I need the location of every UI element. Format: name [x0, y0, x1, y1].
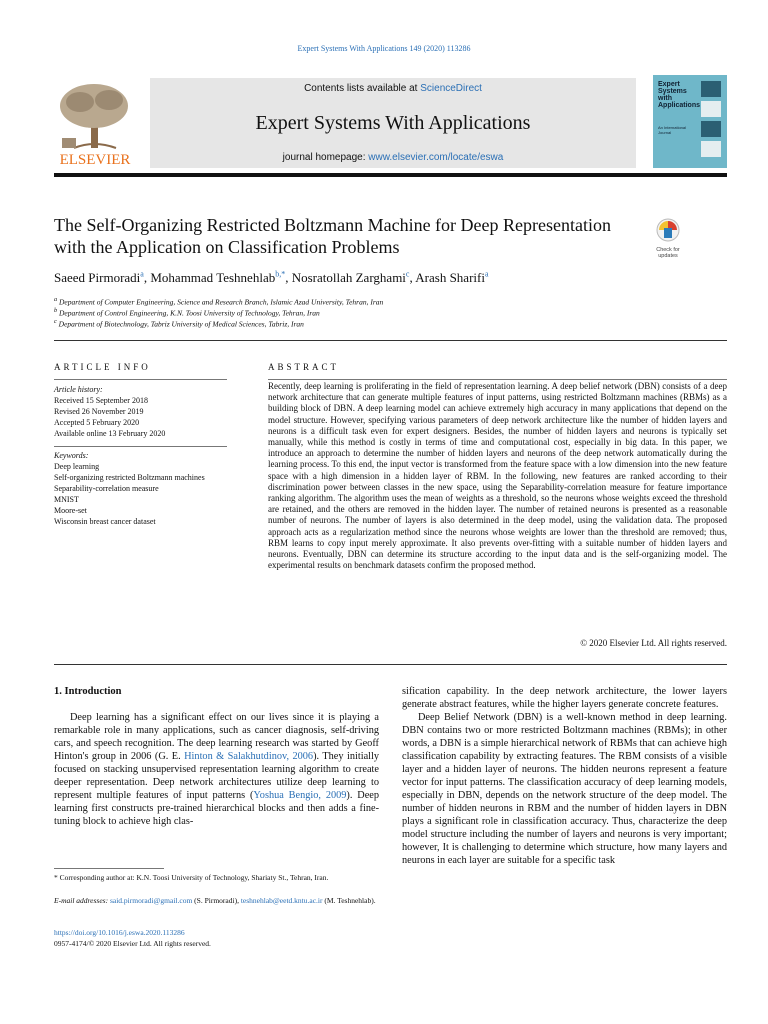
author-name: Nosratollah Zarghami: [291, 270, 406, 286]
author[interactable]: [292, 270, 416, 285]
article-title: The Self-Organizing Restricted Boltzmann Machine for Deep Representation with the Application on Classification Problems: [54, 215, 611, 257]
keyword: Wisconsin breast cancer dataset: [54, 517, 156, 526]
crossmark-label: Check for updates: [656, 247, 680, 259]
affiliation-mark: c: [54, 318, 57, 325]
email-owner: (S. Pirmoradi),: [194, 896, 239, 905]
abstract-text: Recently, deep learning is proliferating in the field of representation learning. A deep belief network (DBN) consists of a deep network architecture that can generate multiple features of input patterns, using restricted Boltzmann machines (RBMs) as a building block of DBN. A deep learning model can achieve extremely high accuracy in many applications that depend on the model structure. However, specifying various parameters of deep network architecture like the number of hidden layers and neurons is a difficult task even for expert designers. Besides, the number of hidden layers and neurons is typically set manually, while this method is costly in terms of time and computational cost, especially in big data. In this paper, we introduce an approach to determine the number of hidden layers and neurons of the deep network automatically during the learning process. To this end, the input vector is transformed from the feature space with a low dimension into the new feature space with a high dimension in a hidden layer of RBM. In the following, new features are ranked according to their discrimination power between classes in the new space, using the Separability-correlation measure for feature importance ranking algorithm. The algorithm uses the mean of weights as a threshold, so the neurons whose weights exceed the threshold are retained, and the others are removed in the hidden layer. The number of retained neurons is presented as a reasonable number of neurons. The number of layers is also determined in the deep model, using the validation data. The proposed approach acts as a regularization method since the neurons whose weights are lower than the threshold are removed; thus, RBM learns to copy input merely approximate. It also prevents over-fitting with a suitable number of hidden layers and neurons. Eventually, DBN can determine its structure according to the input data and is the self-organizing model. The experimental results on benchmark datasets confirm the proposed method.: [268, 381, 727, 571]
author-name: Mohammad Teshnehlab: [150, 270, 276, 286]
article-info-heading: ARTICLE INFO: [54, 362, 151, 372]
author-separator: ,: [285, 270, 292, 286]
abstract-bottom-divider: [54, 664, 727, 665]
author-affiliation-mark[interactable]: c: [405, 270, 410, 279]
keyword: Self-organizing restricted Boltzmann machines: [54, 473, 205, 482]
citation-link[interactable]: Hinton & Salakhutdinov, 2006: [184, 751, 314, 762]
author-list: [54, 270, 489, 286]
crossmark-icon: [651, 218, 685, 242]
homepage-prefix: journal homepage:: [282, 152, 369, 163]
elsevier-logo: [54, 78, 136, 168]
history-item: Revised 26 November 2019: [54, 407, 144, 416]
history-item: Available online 13 February 2020: [54, 429, 166, 438]
intro-paragraph: [54, 711, 379, 828]
affiliations-divider: [54, 340, 727, 341]
doi-link[interactable]: https://doi.org/10.1016/j.eswa.2020.113286: [54, 928, 185, 937]
keywords: [54, 450, 214, 527]
sciencedirect-link[interactable]: ScienceDirect: [420, 83, 482, 94]
affiliation-text: Department of Biotechnology, Tabriz University of Medical Sciences, Tabriz, Iran: [58, 319, 304, 329]
author-name: Saeed Pirmoradi: [54, 270, 141, 286]
history-item: Received 15 September 2018: [54, 396, 148, 405]
keyword: MNIST: [54, 495, 79, 504]
cover-icons: [699, 79, 723, 165]
intro-right-column: [402, 685, 727, 867]
author-affiliation-mark[interactable]: b,*: [275, 270, 286, 279]
journal-cover: [653, 75, 727, 168]
keyword: Moore-set: [54, 506, 87, 515]
article-history: [54, 384, 227, 439]
citation-link[interactable]: Yoshua Bengio, 2009: [253, 790, 347, 801]
author[interactable]: [150, 270, 291, 285]
abstract-divider: [268, 379, 727, 380]
homepage-link[interactable]: www.elsevier.com/locate/eswa: [368, 152, 504, 163]
intro-text: ). They initially focused on stacking unsupervised representation learning algorithm to create deeper representation. Deep network architectures utilize deep learning to represent multiple features of input patterns (: [54, 751, 380, 801]
keywords-divider: [54, 446, 227, 447]
author-affiliation-mark[interactable]: a: [484, 270, 489, 279]
author-separator: ,: [143, 270, 151, 286]
footnote-divider: [54, 868, 164, 869]
affiliation-text: Department of Control Engineering, K.N. Toosi University of Technology, Tehran, Iran: [59, 308, 320, 318]
intro-left-column: [54, 711, 379, 828]
journal-citation[interactable]: Expert Systems With Applications 149 (2020) 113286: [297, 44, 471, 53]
affiliation-text: Department of Computer Engineering, Science and Research Branch, Islamic Azad University, Tehran, Iran: [59, 297, 384, 307]
author-separator: ,: [409, 270, 416, 286]
intro-text: Deep learning has a significant effect on our lives since it is playing a remarkable role in many applications, such as cancer diagnosis, self-driving cars, and speech recognition. The deep learning research was started by Geoff Hinton's group in 2006 (G. E.: [54, 712, 379, 762]
affiliation: [54, 318, 304, 329]
author-affiliation-mark[interactable]: a: [140, 270, 144, 279]
cover-subtitle: An International Journal: [658, 125, 687, 135]
intro-paragraph: Deep Belief Network (DBN) is a well-known method in deep learning. DBN contains two or more restricted Boltzmann machines (RBMs); in other words, a DBN is a simple hierarchical network of RBMs that can achieve high classification capability by extracting features. The RBM consists of a visible layer and a hidden layer of neurons. The hidden neurons represent a feature vector for input patterns. The classification accuracy of deep learning models, especially in DBN, depends on the network structure of the deep model. The number of hidden neurons in RBM and the number of hidden layers in DBN plays a significant role in classification accuracy. Thus, characterize the deep model structure including the number of layers and neurons is very important; however, It is challenging to determine which structure, how many layers and neurons in each layer are suitable for a specific task: [402, 712, 727, 866]
journal-name: Expert Systems With Applications: [255, 112, 531, 134]
publisher-wordmark: ELSEVIER: [59, 152, 131, 168]
keyword: Deep learning: [54, 462, 100, 471]
affiliation-mark: b: [54, 307, 58, 314]
cover-title: Expert Systems with Applications: [658, 81, 701, 109]
author[interactable]: [415, 270, 488, 285]
contents-line: [150, 83, 636, 94]
author[interactable]: [54, 270, 150, 285]
abstract-copyright: © 2020 Elsevier Ltd. All rights reserved.: [580, 638, 727, 648]
keywords-label: Keywords:: [54, 451, 89, 460]
keyword: Separability-correlation measure: [54, 484, 159, 493]
history-label: Article history:: [54, 385, 103, 394]
email-footnote: [54, 896, 379, 906]
email-link[interactable]: teshnehlab@eetd.kntu.ac.ir: [240, 896, 323, 905]
author-name: Arash Sharifi: [415, 270, 485, 286]
email-owner: (M. Teshnehlab).: [324, 896, 376, 905]
article-info-divider: [54, 379, 227, 380]
section-title: 1. Introduction: [54, 686, 122, 697]
history-item: Accepted 5 February 2020: [54, 418, 140, 427]
intro-paragraph: sification capability. In the deep network architecture, the lower layers generate abstract features, while the higher layers generate concrete features.: [402, 686, 727, 710]
check-for-updates-badge[interactable]: [651, 218, 685, 259]
email-label: E-mail addresses:: [54, 896, 109, 905]
affiliation: [54, 307, 320, 318]
affiliation: [54, 296, 383, 307]
contents-prefix: Contents lists available at: [304, 83, 421, 94]
abstract-heading: ABSTRACT: [268, 362, 340, 372]
corresponding-author-note: * Corresponding author at: K.N. Toosi University of Technology, Shariaty St., Tehran, Iran.: [54, 873, 329, 882]
email-link[interactable]: said.pirmoradi@gmail.com: [109, 896, 193, 905]
intro-text: ). Deep learning first constructs pre-trained hierarchical blocks and then adds a fine-tuning block to achieve high clas-: [54, 790, 379, 827]
header-divider: [54, 173, 727, 177]
homepage-line: [150, 152, 636, 163]
affiliation-mark: a: [54, 296, 58, 303]
issn-copyright: 0957-4174/© 2020 Elsevier Ltd. All rights reserved.: [54, 939, 211, 948]
